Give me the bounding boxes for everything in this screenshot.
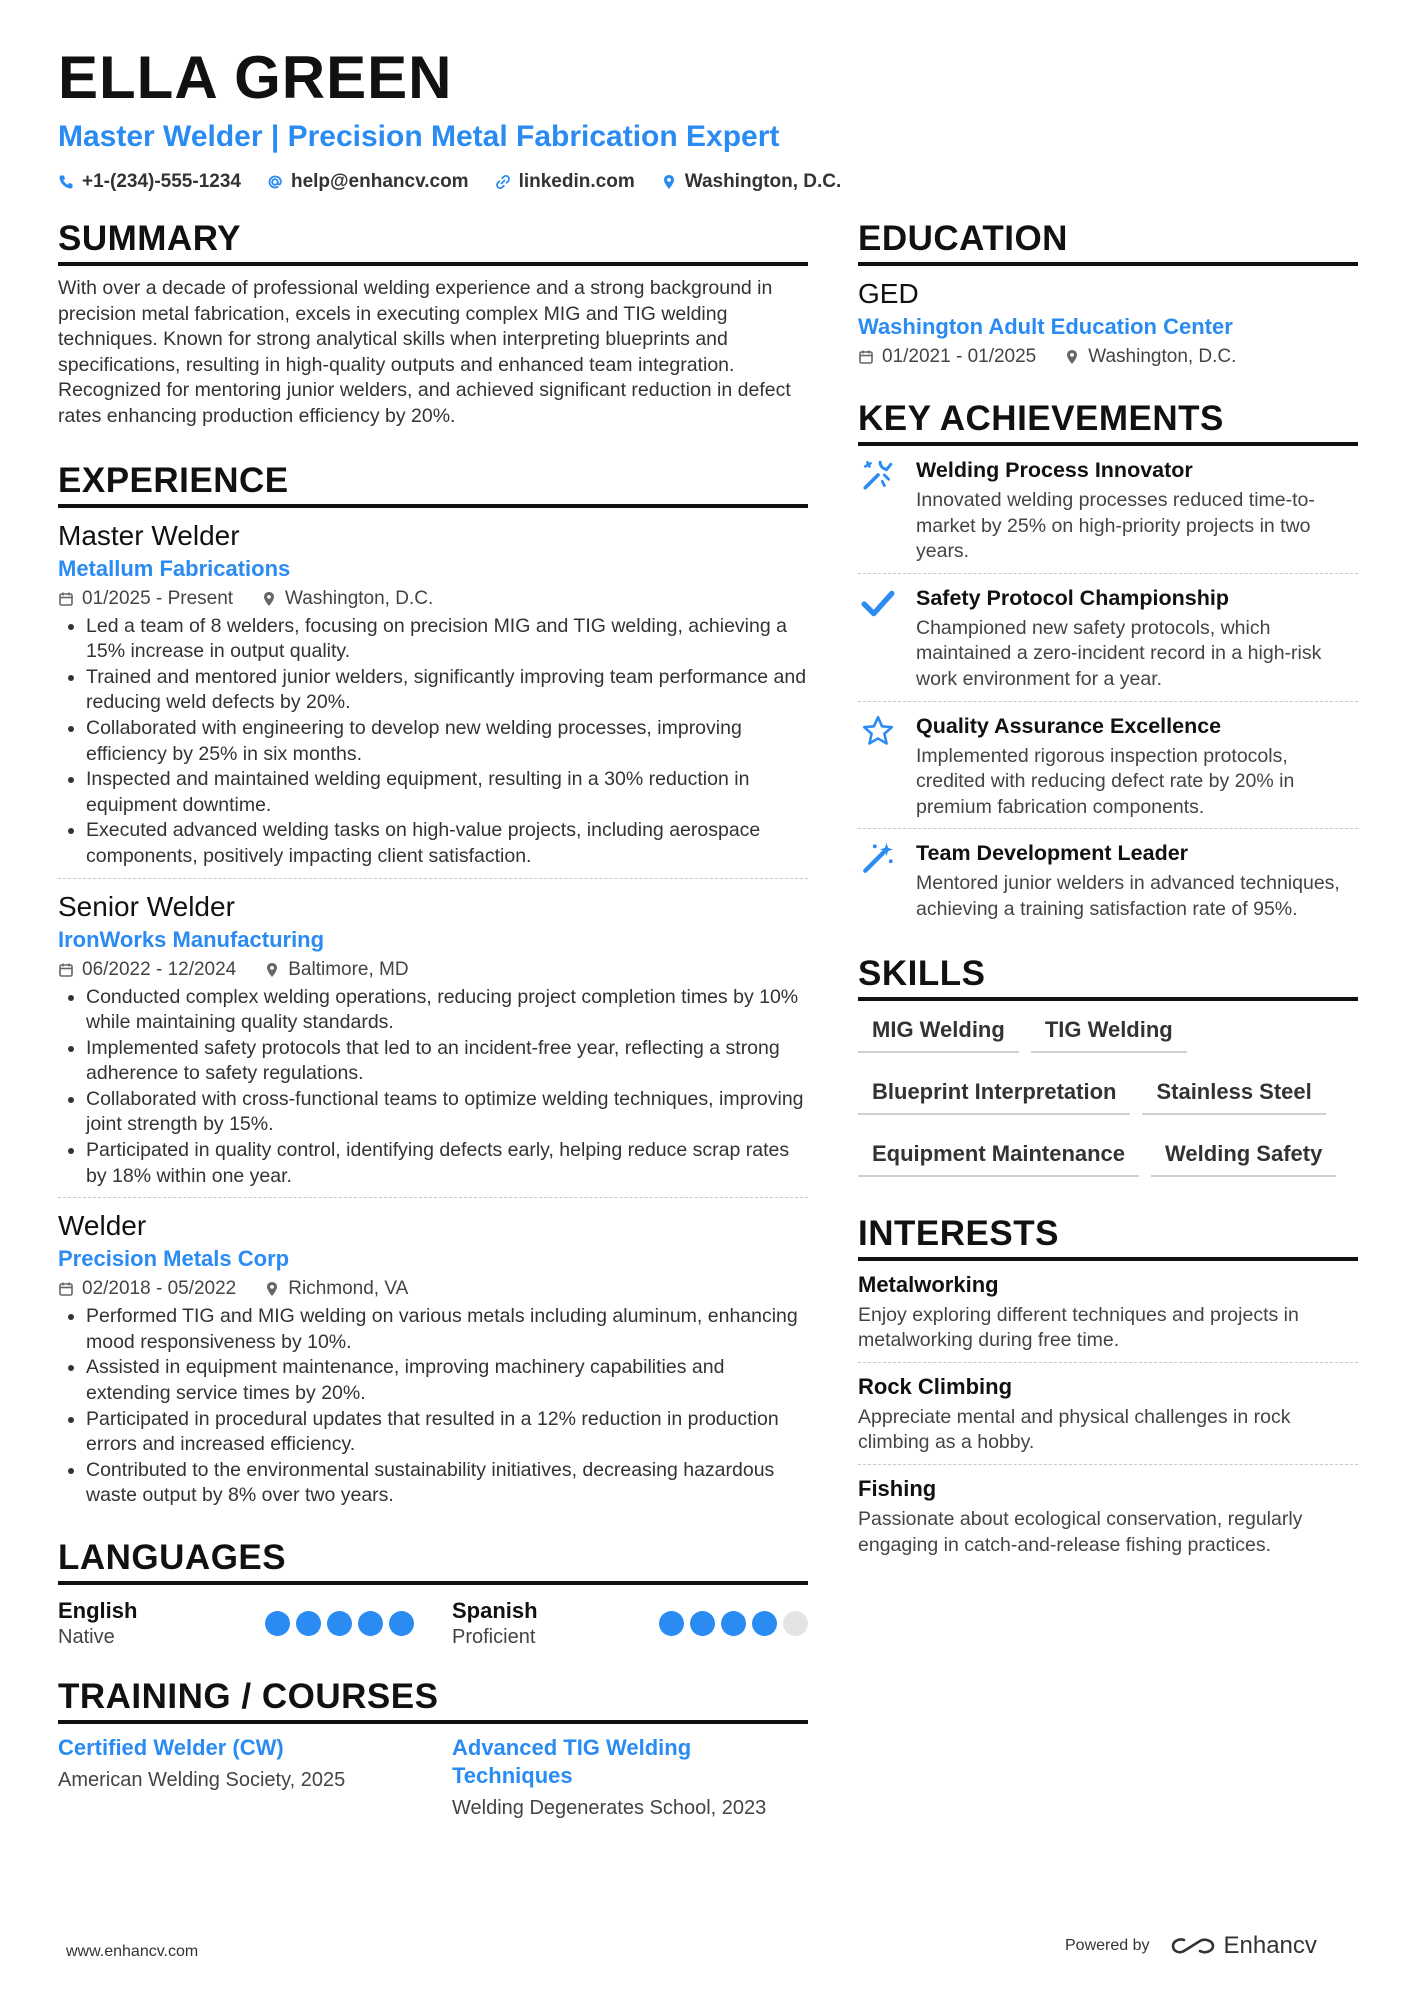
- phone-icon: [58, 174, 74, 190]
- rating-dot-filled: [690, 1611, 715, 1636]
- job-bullet: • Participated in procedural updates that resulted in a 12% reduction in production errors and increased efficiency.: [86, 1407, 808, 1458]
- link-icon: [495, 174, 511, 190]
- footer-brand: [1065, 1932, 1317, 1960]
- job-location-text: Richmond, VA: [288, 1278, 409, 1300]
- job-bullet: • Led a team of 8 welders, focusing on precision MIG and TIG welding, achieving a 15% increase in output quality.: [86, 614, 808, 665]
- job-company: Metallum Fabrications: [58, 555, 291, 581]
- language-level: Proficient: [452, 1626, 536, 1648]
- language-item: [452, 1597, 808, 1650]
- job-bullets: [58, 985, 808, 1190]
- job-bullet: • Conducted complex welding operations, reducing project completion times by 10% while maintaining quality standards.: [86, 985, 808, 1036]
- training-name: Certified Welder (CW): [58, 1735, 284, 1760]
- brand-name: Enhancv: [1223, 1932, 1317, 1959]
- interest-desc: Enjoy exploring different techniques and projects in metalworking during free time.: [858, 1303, 1299, 1352]
- interest-name: Rock Climbing: [858, 1373, 1013, 1399]
- rating-dot-filled: [327, 1611, 352, 1636]
- candidate-name: ELLA GREEN: [58, 44, 453, 111]
- language-name: English: [58, 1598, 138, 1623]
- job-company: IronWorks Manufacturing: [58, 926, 325, 952]
- checkmark-icon: [861, 586, 895, 620]
- job-role: Master Welder: [58, 519, 240, 551]
- education-section: [858, 218, 1358, 370]
- training-item: [58, 1734, 414, 1822]
- education-dates: [858, 344, 1036, 370]
- experience-heading: EXPERIENCE: [58, 460, 808, 508]
- achievement-title: Team Development Leader: [916, 841, 1189, 866]
- candidate-title: Master Welder | Precision Metal Fabrication Expert: [58, 120, 780, 153]
- job-meta: [58, 957, 808, 983]
- summary-text: With over a decade of professional welding experience and a strong background in precision metal fabrication, excels in executing complex MIG and TIG welding techniques. Known for strong analytical skills when interpreting blueprints and specifications, resulting in high-quality outputs and enhanced team integration. Recognized for mentoring junior welders, and achieved significant reduction in defect rates enhancing production efficiency by 20%.: [58, 277, 791, 427]
- interests-section: [858, 1213, 1358, 1567]
- achievement-title: Safety Protocol Championship: [916, 585, 1229, 610]
- summary-section: [58, 218, 808, 430]
- skills-heading: SKILLS: [858, 953, 1358, 1001]
- contact-location-text: Washington, D.C.: [684, 171, 842, 192]
- language-level: Native: [58, 1626, 115, 1648]
- achievement-desc: Innovated welding processes reduced time-to-market by 25% on high-priority projects in two years.: [916, 489, 1315, 563]
- location-icon: [661, 174, 677, 190]
- job-bullet: • Trained and mentored junior welders, significantly improving team performance and reducing weld defects by 20%.: [86, 665, 808, 716]
- contact-email-text: help@enhancv.com: [290, 171, 469, 192]
- star-icon: [861, 714, 895, 748]
- job-location: [261, 586, 433, 612]
- footer-url[interactable]: www.enhancv.com: [66, 1943, 199, 1960]
- interest-item: [858, 1465, 1358, 1566]
- achievement-desc: Championed new safety protocols, which maintained a zero-incident record in a high-risk work environment for a year.: [916, 616, 1322, 690]
- brand-logo[interactable]: [1170, 1932, 1317, 1960]
- achievement-desc: Mentored junior welders in advanced techniques, achieving a training satisfaction rate of 95%.: [916, 872, 1340, 920]
- interests-heading: INTERESTS: [858, 1213, 1358, 1261]
- skill-tag: TIG Welding: [1031, 1011, 1187, 1053]
- job-location-text: Baltimore, MD: [288, 958, 409, 980]
- contact-email[interactable]: [267, 170, 469, 194]
- rating-dot-filled: [389, 1611, 414, 1636]
- language-rating: [659, 1611, 808, 1636]
- rating-dot-filled: [265, 1611, 290, 1636]
- job-location: [264, 1276, 408, 1302]
- training-item: [452, 1734, 808, 1822]
- interest-item: [858, 1363, 1358, 1465]
- achievement-item: [858, 829, 1358, 930]
- job-entry: [58, 879, 808, 1199]
- interest-desc: Passionate about ecological conservation, regularly engaging in catch-and-release fishing practices.: [858, 1507, 1303, 1556]
- at-icon: [267, 174, 283, 190]
- job-role: Senior Welder: [58, 890, 235, 922]
- job-bullets: [58, 1304, 808, 1509]
- job-bullet: • Collaborated with engineering to develop new welding processes, improving efficiency by 25% in six months.: [86, 716, 808, 767]
- job-bullet: • Participated in quality control, identifying defects early, helping reduce scrap rates by 18% within one year.: [86, 1138, 808, 1189]
- contact-phone-text: +1-(234)-555-1234: [82, 171, 241, 192]
- job-dates: [58, 586, 233, 612]
- contact-linkedin-text: linkedin.com: [518, 171, 635, 192]
- left-column: [58, 218, 808, 1822]
- language-name: Spanish: [452, 1598, 538, 1623]
- skills-section: [858, 953, 1358, 1177]
- contact-linkedin[interactable]: [495, 170, 635, 194]
- achievement-item: [858, 574, 1358, 702]
- rating-dot-filled: [296, 1611, 321, 1636]
- magic-wand-icon: [861, 458, 895, 492]
- training-org: American Welding Society, 2025: [58, 1769, 346, 1791]
- interest-name: Fishing: [858, 1475, 937, 1501]
- achievements-section: [858, 398, 1358, 931]
- rating-dot-filled: [752, 1611, 777, 1636]
- skill-tag: Blueprint Interpretation: [858, 1073, 1130, 1115]
- education-heading: EDUCATION: [858, 218, 1358, 266]
- location-icon: [264, 1281, 280, 1297]
- calendar-icon: [58, 1281, 74, 1297]
- education-location: [1064, 344, 1236, 370]
- achievements-heading: KEY ACHIEVEMENTS: [858, 398, 1358, 446]
- job-bullet: • Inspected and maintained welding equipment, resulting in a 30% reduction in equipment downtime.: [86, 767, 808, 818]
- languages-list: [58, 1597, 808, 1650]
- location-icon: [1064, 349, 1080, 365]
- training-org: Welding Degenerates School, 2023: [452, 1797, 767, 1819]
- job-dates-text: 06/2022 - 12/2024: [82, 958, 237, 980]
- languages-section: [58, 1537, 808, 1650]
- summary-heading: SUMMARY: [58, 218, 808, 266]
- interest-name: Metalworking: [858, 1271, 999, 1297]
- achievement-title: Quality Assurance Excellence: [916, 713, 1222, 738]
- languages-heading: LANGUAGES: [58, 1537, 808, 1585]
- training-section: [58, 1676, 808, 1822]
- job-role: Welder: [58, 1210, 147, 1242]
- location-icon: [261, 591, 277, 607]
- contact-location: [661, 170, 842, 194]
- achievement-item: [858, 446, 1358, 574]
- rating-dot-filled: [358, 1611, 383, 1636]
- job-bullet: • Contributed to the environmental sustainability initiatives, decreasing hazardous waste output by 8% over two years.: [86, 1458, 808, 1509]
- skills-list: [858, 1011, 1358, 1177]
- location-icon: [264, 962, 280, 978]
- calendar-icon: [58, 591, 74, 607]
- job-entry: [58, 1198, 808, 1517]
- job-company: Precision Metals Corp: [58, 1246, 290, 1272]
- skill-tag: Stainless Steel: [1142, 1073, 1325, 1115]
- job-bullet: • Implemented safety protocols that led to an incident-free year, reflecting a strong adherence to safety regulations.: [86, 1036, 808, 1087]
- job-bullets: [58, 614, 808, 870]
- education-school: Washington Adult Education Center: [858, 314, 1233, 339]
- job-entry: [58, 508, 808, 879]
- skill-tag: Welding Safety: [1151, 1135, 1336, 1177]
- training-list: [58, 1734, 808, 1822]
- education-meta: [858, 344, 1358, 370]
- powered-by-text: Powered by: [1065, 1937, 1150, 1954]
- education-dates-text: 01/2021 - 01/2025: [882, 346, 1037, 367]
- job-dates: [58, 1276, 236, 1302]
- job-dates-text: 01/2025 - Present: [82, 587, 234, 609]
- job-dates-text: 02/2018 - 05/2022: [82, 1278, 237, 1300]
- job-bullet: • Performed TIG and MIG welding on various metals including aluminum, enhancing mood responsiveness by 10%.: [86, 1304, 808, 1355]
- contact-phone[interactable]: [58, 170, 241, 194]
- job-bullet: • Assisted in equipment maintenance, improving machinery capabilities and extending service times by 20%.: [86, 1355, 808, 1406]
- achievement-title: Welding Process Innovator: [916, 458, 1193, 482]
- training-name: Advanced TIG Welding Techniques: [452, 1735, 692, 1788]
- education-degree: GED: [858, 278, 919, 309]
- experience-section: [58, 460, 808, 1517]
- interest-item: [858, 1261, 1358, 1363]
- job-dates: [58, 957, 236, 983]
- achievement-item: [858, 702, 1358, 830]
- rating-dot-empty: [783, 1611, 808, 1636]
- calendar-icon: [858, 349, 874, 365]
- job-meta: [58, 586, 808, 612]
- job-meta: [58, 1276, 808, 1302]
- right-column: [858, 218, 1358, 1566]
- skill-tag: MIG Welding: [858, 1011, 1019, 1053]
- skill-tag: Equipment Maintenance: [858, 1135, 1139, 1177]
- enhancv-logo-icon: [1170, 1934, 1216, 1958]
- language-rating: [265, 1611, 414, 1636]
- rating-dot-filled: [721, 1611, 746, 1636]
- sparkle-wand-icon: [861, 841, 895, 875]
- rating-dot-filled: [659, 1611, 684, 1636]
- education-location-text: Washington, D.C.: [1088, 346, 1237, 367]
- calendar-icon: [58, 962, 74, 978]
- contact-bar: [58, 170, 841, 194]
- language-item: [58, 1597, 414, 1650]
- job-location-text: Washington, D.C.: [285, 587, 434, 609]
- training-heading: TRAINING / COURSES: [58, 1676, 808, 1724]
- achievement-desc: Implemented rigorous inspection protocols, credited with reducing defect rate by 20% in premium fabrication components.: [916, 744, 1295, 818]
- job-location: [264, 957, 408, 983]
- interest-desc: Appreciate mental and physical challenges in rock climbing as a hobby.: [858, 1405, 1291, 1454]
- job-bullet: • Executed advanced welding tasks on high-value projects, including aerospace components, positively impacting client satisfaction.: [86, 818, 808, 869]
- job-bullet: • Collaborated with cross-functional teams to optimize welding techniques, improving joint strength by 15%.: [86, 1087, 808, 1138]
